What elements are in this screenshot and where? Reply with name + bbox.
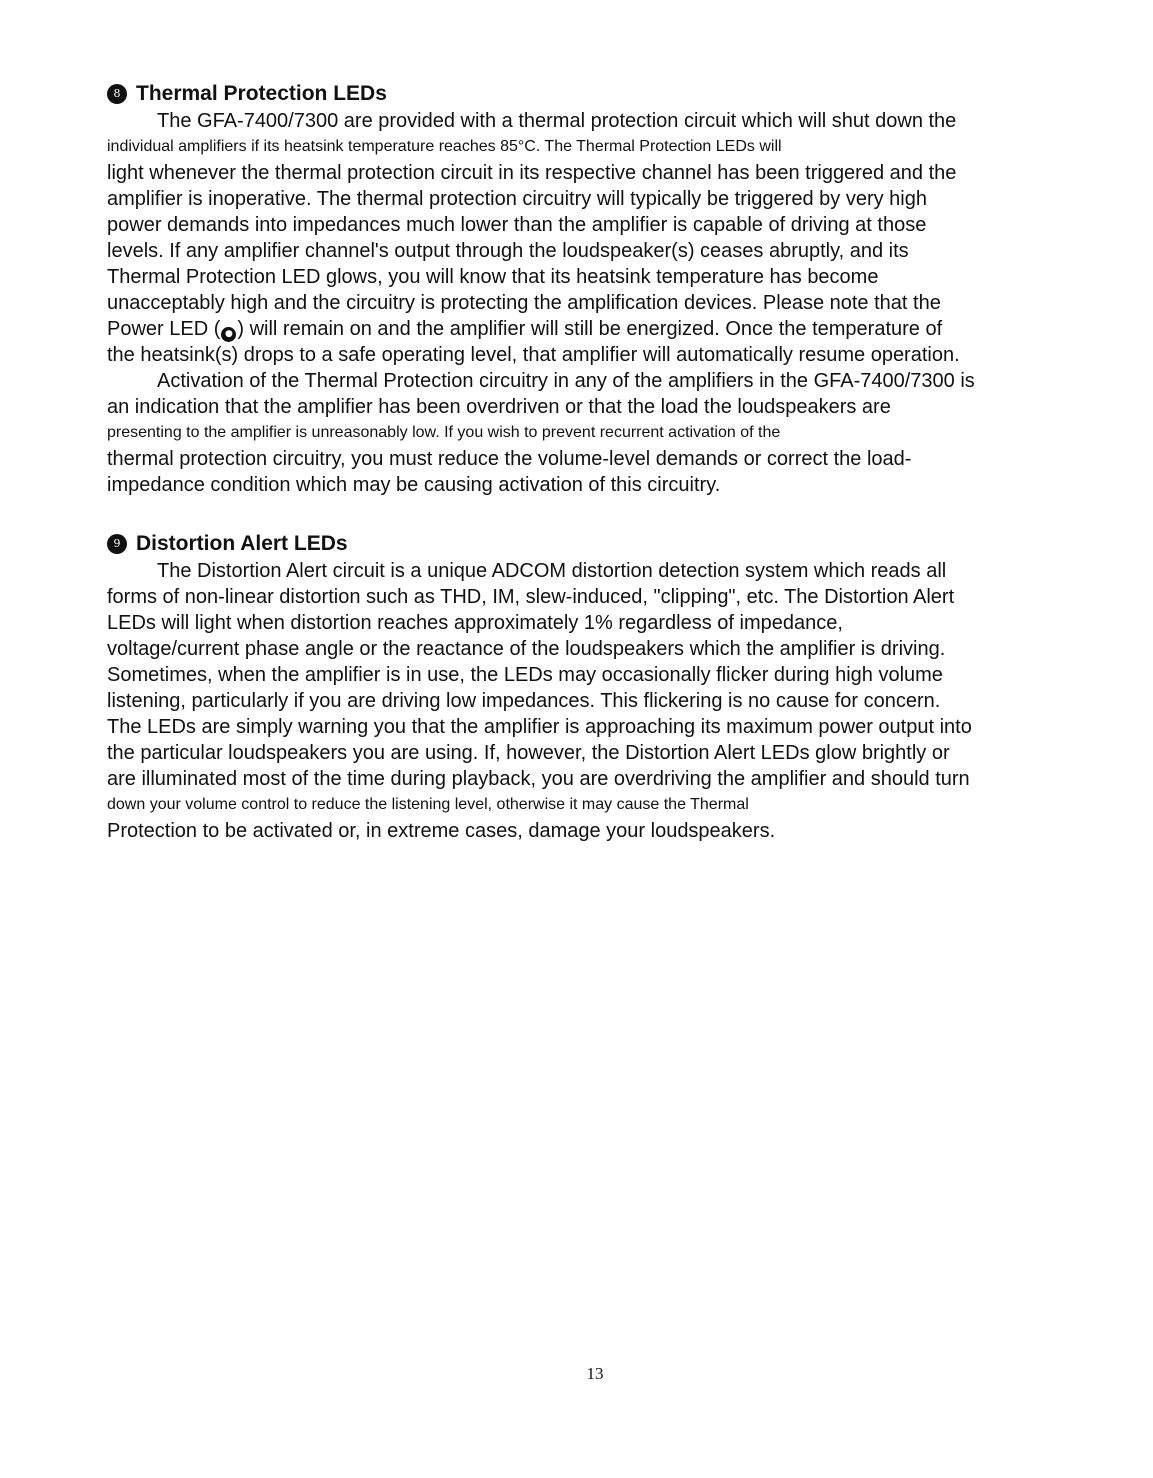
paragraph-line: down your volume control to reduce the listening level, otherwise it may cause the Thermal [107,796,749,813]
paragraph-line: listening, particularly if you are driving low impedances. This flickering is no cause for concern. [107,690,941,712]
paragraph-line: The LEDs are simply warning you that the amplifier is approaching its maximum power output into [107,716,972,738]
paragraph-line: LEDs will light when distortion reaches approximately 1% regardless of impedance, [107,612,843,634]
paragraph-line: Activation of the Thermal Protection circuitry in any of the amplifiers in the GFA-7400/7300 is [157,370,975,392]
paragraph-line: voltage/current phase angle or the reactance of the loudspeakers which the amplifier is driving. [107,638,946,660]
paragraph-line: impedance condition which may be causing activation of this circuitry. [107,474,721,496]
paragraph-line: Thermal Protection LED glows, you will know that its heatsink temperature has become [107,266,879,288]
paragraph-line: levels. If any amplifier channel's output through the loudspeaker(s) ceases abruptly, and its [107,240,909,262]
line-part: Power LED ( [107,318,221,340]
paragraph-line: light whenever the thermal protection circuit in its respective channel has been triggered and the [107,162,957,184]
paragraph-line: power demands into impedances much lower than the amplifier is capable of driving at those [107,214,927,236]
section-heading [107,80,1087,108]
paragraph-line: The GFA-7400/7300 are provided with a thermal protection circuit which will shut down the [157,110,957,132]
paragraph-line: the heatsink(s) drops to a safe operating level, that amplifier will automatically resume operation. [107,344,960,366]
paragraph-line: individual amplifiers if its heatsink temperature reaches 85°C. The Thermal Protection LEDs will [107,138,782,155]
paragraph-line: The Distortion Alert circuit is a unique ADCOM distortion detection system which reads all [157,560,947,582]
line-part: ) will remain on and the amplifier will still be energized. Once the temperature of [237,318,943,340]
paragraph-line: unacceptably high and the circuitry is protecting the amplification devices. Please note that the [107,292,941,314]
item-number-8-icon: 8 [107,84,127,104]
paragraph-line: Sometimes, when the amplifier is in use, the LEDs may occasionally flicker during high volume [107,664,943,686]
paragraph-line: forms of non-linear distortion such as THD, IM, slew-induced, "clipping", etc. The Distortion Alert [107,586,955,608]
page-number: 13 [586,1364,604,1383]
paragraph-line: thermal protection circuitry, you must reduce the volume-level demands or correct the load- [107,448,912,470]
section-distortion-alert [107,530,1087,844]
section-heading [107,530,1087,558]
section-thermal-protection [107,80,1087,498]
paragraph-line: the particular loudspeakers you are using. If, however, the Distortion Alert LEDs glow brightly or [107,742,950,764]
power-led-reference-icon: ● [221,327,236,342]
paragraph-line: Protection to be activated or, in extreme cases, damage your loudspeakers. [107,820,776,842]
paragraph-line: an indication that the amplifier has been overdriven or that the load the loudspeakers are [107,396,891,418]
item-number-9-icon: 9 [107,534,127,554]
section-title: Thermal Protection LEDs [136,82,387,105]
paragraph-line: amplifier is inoperative. The thermal protection circuitry will typically be triggered by very high [107,188,927,210]
section-title: Distortion Alert LEDs [136,532,348,555]
paragraph-line: presenting to the amplifier is unreasonably low. If you wish to prevent recurrent activation of the [107,424,781,441]
paragraph-line: are illuminated most of the time during playback, you are overdriving the amplifier and should turn [107,768,970,790]
paragraph-line [107,316,1087,342]
